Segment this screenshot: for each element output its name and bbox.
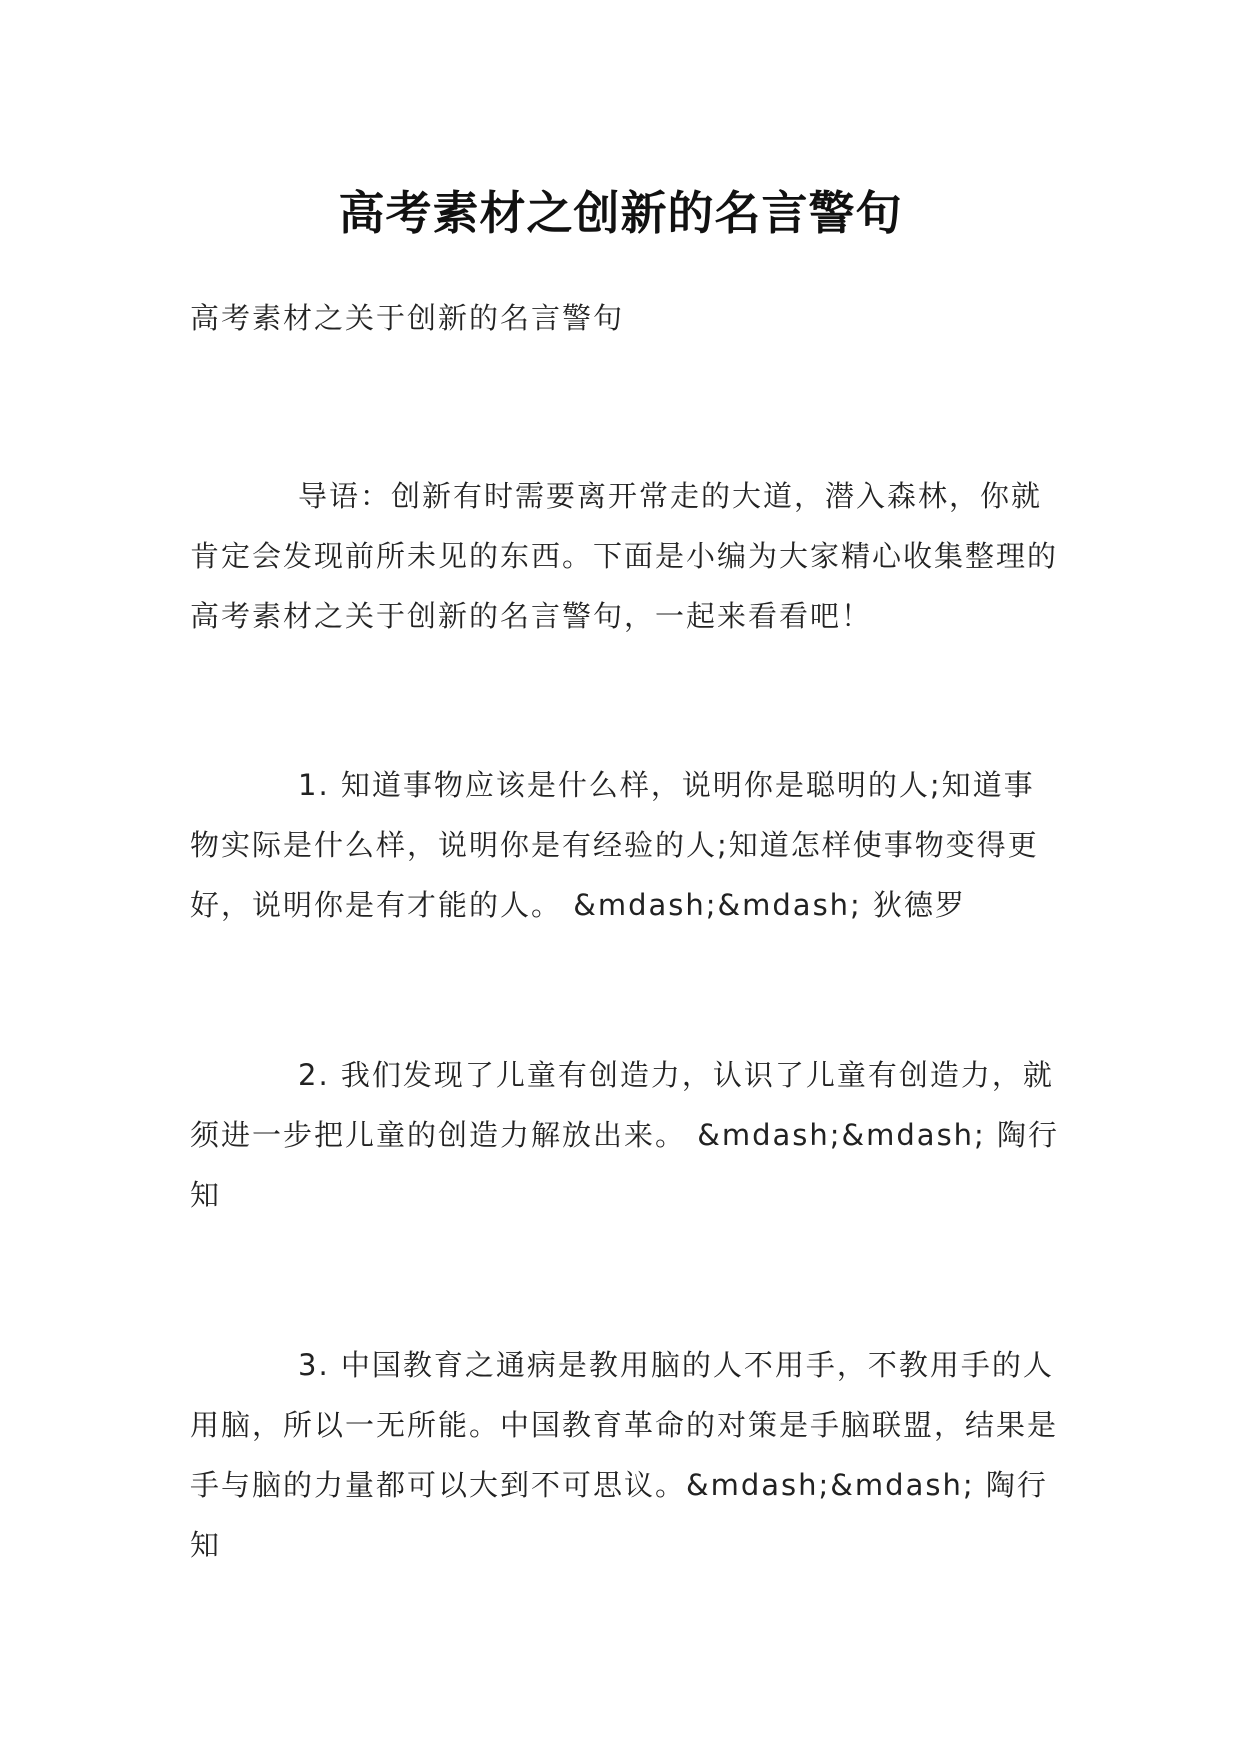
quote-item: 1. 知道事物应该是什么样，说明你是聪明的人;知道事物实际是什么样，说明你是有经验的人;知道怎样使事物变得更好，说明你是有才能的人。 &mdash;&mdash; 狄德罗 — [190, 768, 1039, 922]
quote-item: 3. 中国教育之通病是教用脑的人不用手，不教用手的人用脑，所以一无所能。中国教育革命的对策是手脑联盟，结果是手与脑的力量都可以大到不可思议。&mdash;&mdash; 陶行知 — [190, 1348, 1059, 1562]
document-title: 高考素材之创新的名言警句 — [338, 185, 903, 240]
document-subtitle: 高考素材之关于创新的名言警句 — [190, 301, 625, 335]
quote-item: 2. 我们发现了儿童有创造力，认识了儿童有创造力，就须进一步把儿童的创造力解放出来。 &mdash;&mdash; 陶行知 — [190, 1058, 1060, 1212]
intro-paragraph: 导语：创新有时需要离开常走的大道，潜入森林，你就肯定会发现前所未见的东西。下面是小编为大家精心收集整理的高考素材之关于创新的名言警句，一起来看看吧！ — [190, 479, 1059, 633]
